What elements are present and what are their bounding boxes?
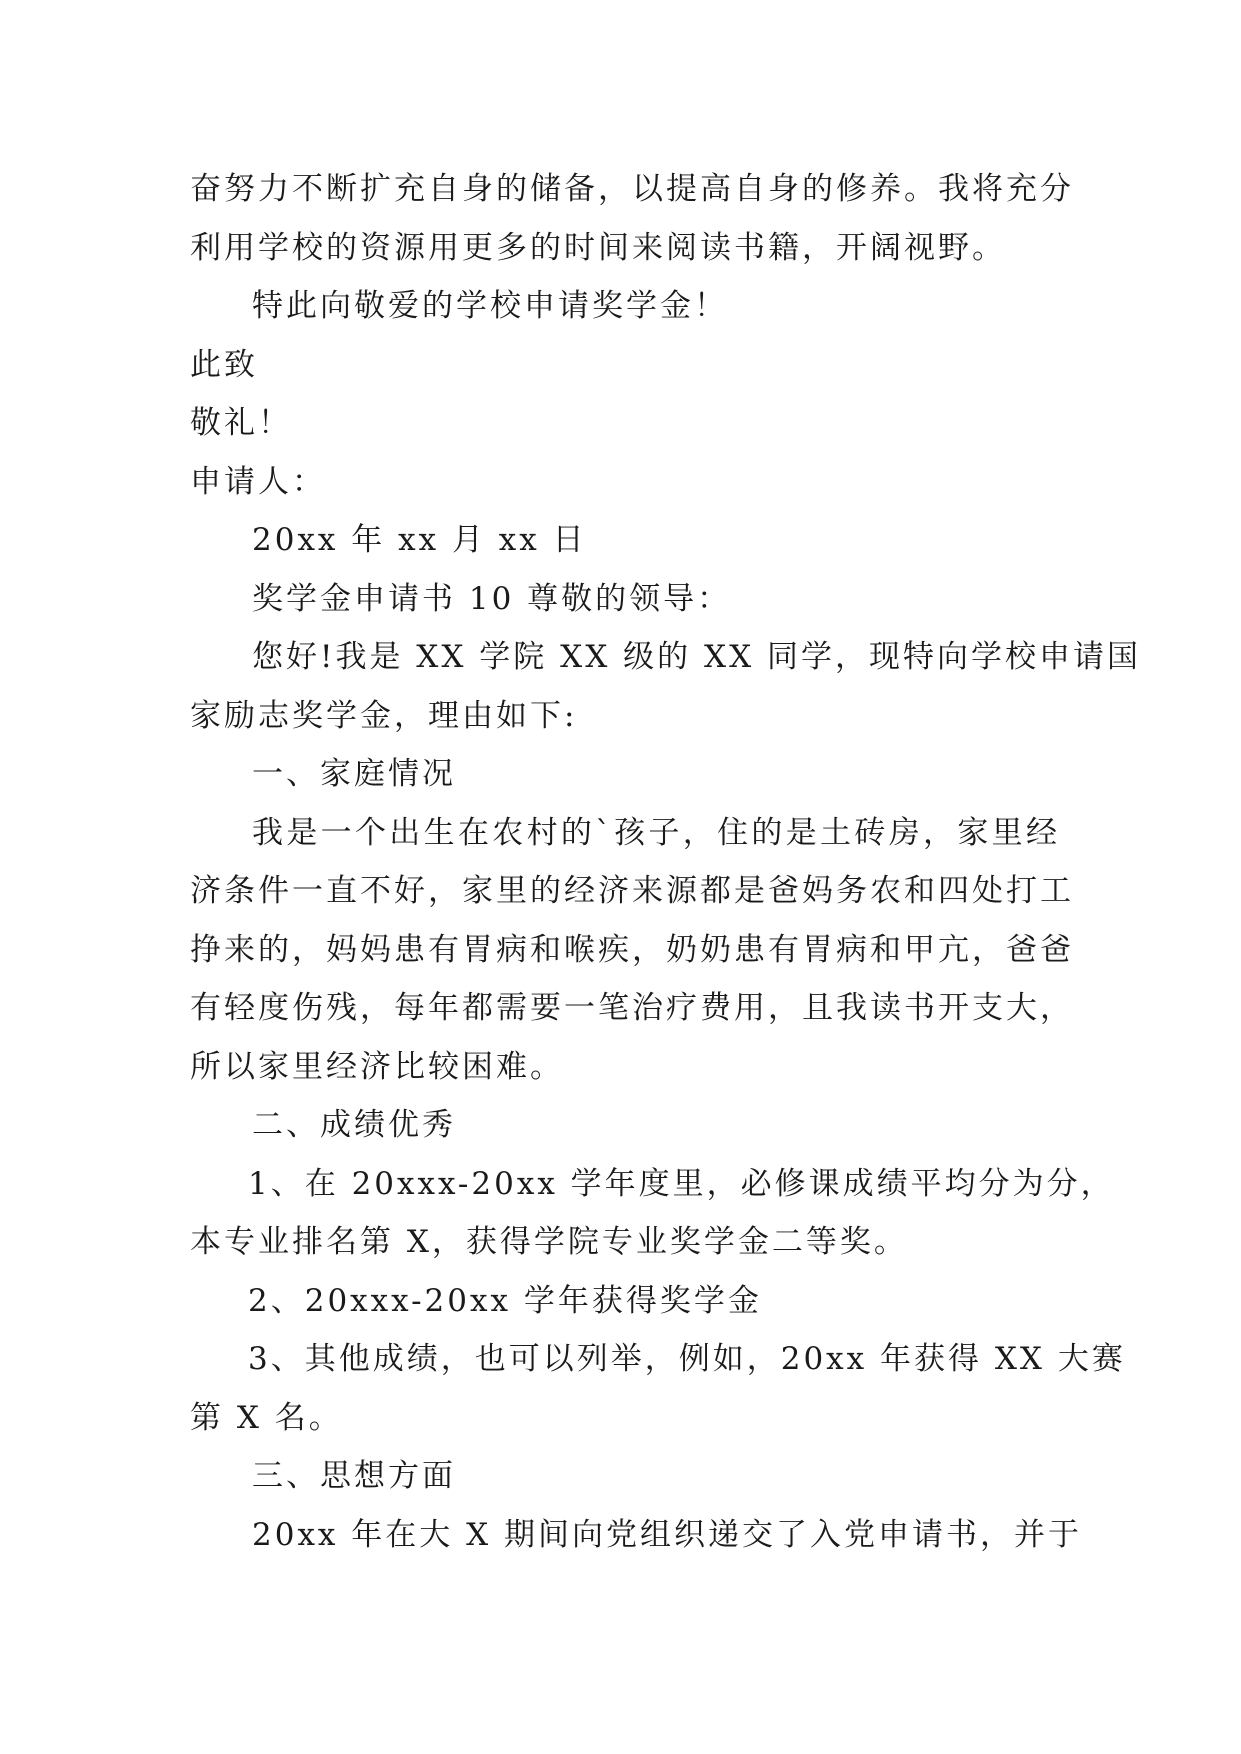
paragraph-line: 有轻度伤残，每年都需要一笔治疗费用，且我读书开支大， [190,990,1074,1026]
paragraph-line: 利用学校的资源用更多的时间来阅读书籍，开阔视野。 [190,229,1006,266]
section-title: 奖学金申请书 10 尊敬的领导： [252,580,732,617]
applicant-signature: 申请人： [190,463,326,500]
salutation-line: 敬礼！ [190,405,292,441]
list-item: 3、其他成绩，也可以列举，例如，20xx 年获得 XX 大赛 [248,1341,1126,1377]
paragraph-line: 挣来的，妈妈患有胃病和喉疾，奶奶患有胃病和甲亢，爸爸 [190,931,1074,968]
paragraph-line: 济条件一直不好，家里的经济来源都是爸妈务农和四处打工 [190,873,1074,909]
date-line: 20xx 年 xx 月 xx 日 [252,522,587,558]
section-heading: 一、家庭情况 [252,756,456,792]
paragraph-line: 所以家里经济比较困难。 [190,1048,564,1085]
list-item: 1、在 20xxx-20xx 学年度里，必修课成绩平均分为分， [248,1165,1115,1202]
paragraph-line: 我是一个出生在农村的`孩子，住的是土砖房，家里经 [252,814,1060,851]
paragraph-line: 本专业排名第 X，获得学院专业奖学金二等奖。 [190,1224,908,1260]
section-heading: 二、成绩优秀 [252,1107,456,1143]
paragraph-line: 奋努力不断扩充自身的储备，以提高自身的修养。我将充分 [190,171,1074,207]
salutation-line: 此致 [190,346,258,383]
paragraph-line: 家励志奖学金，理由如下: [190,697,578,734]
paragraph-line: 您好!我是 XX 学院 XX 级的 XX 同学，现特向学校申请国 [252,639,1141,675]
list-item: 2、20xxx-20xx 学年获得奖学金 [248,1282,762,1319]
paragraph-line: 20xx 年在大 X 期间向党组织递交了入党申请书，并于 [252,1516,1083,1553]
section-heading: 三、思想方面 [252,1458,456,1494]
paragraph-line: 第 X 名。 [190,1399,343,1436]
document-body [190,160,1141,1564]
closing-statement: 特此向敬爱的学校申请奖学金！ [252,288,728,324]
